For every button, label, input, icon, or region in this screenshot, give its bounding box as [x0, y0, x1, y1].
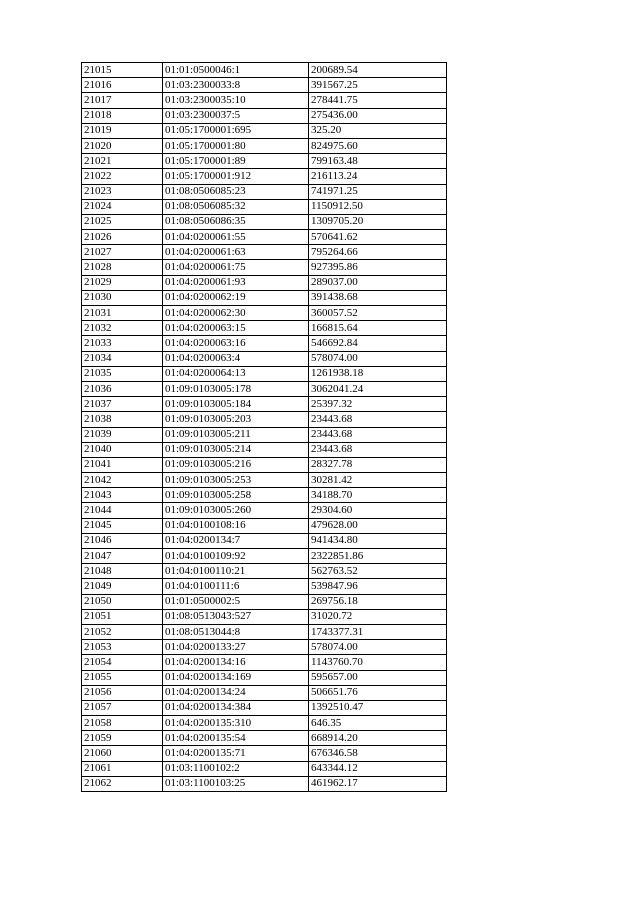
- row-number-cell: 21020: [82, 138, 163, 153]
- cadastral-number-cell: 01:04:0200134:16: [163, 655, 309, 670]
- row-number-cell: 21045: [82, 518, 163, 533]
- table-row: [82, 290, 447, 305]
- table-row: [82, 184, 447, 199]
- table-row: [82, 275, 447, 290]
- table-row: [82, 685, 447, 700]
- value-cell: 1261938.18: [309, 366, 447, 381]
- value-cell: 216113.24: [309, 169, 447, 184]
- value-cell: 668914.20: [309, 731, 447, 746]
- cadastral-number-cell: 01:04:0200061:55: [163, 230, 309, 245]
- cadastral-number-cell: 01:05:1700001:89: [163, 154, 309, 169]
- table-row: [82, 169, 447, 184]
- row-number-cell: 21059: [82, 731, 163, 746]
- cadastral-number-cell: 01:04:0200134:169: [163, 670, 309, 685]
- cadastral-number-cell: 01:09:0103005:253: [163, 473, 309, 488]
- cadastral-number-cell: 01:03:2300033:8: [163, 78, 309, 93]
- table-row: [82, 427, 447, 442]
- row-number-cell: 21038: [82, 412, 163, 427]
- value-cell: 31020.72: [309, 609, 447, 624]
- data-table: [81, 62, 447, 792]
- cadastral-number-cell: 01:04:0200062:19: [163, 290, 309, 305]
- value-cell: 23443.68: [309, 412, 447, 427]
- table-row: [82, 351, 447, 366]
- table-row: [82, 63, 447, 78]
- table-row: [82, 503, 447, 518]
- table-row: [82, 260, 447, 275]
- row-number-cell: 21035: [82, 366, 163, 381]
- value-cell: 795264.66: [309, 245, 447, 260]
- table-row: [82, 594, 447, 609]
- value-cell: 595657.00: [309, 670, 447, 685]
- table-row: [82, 761, 447, 776]
- row-number-cell: 21028: [82, 260, 163, 275]
- value-cell: 23443.68: [309, 427, 447, 442]
- cadastral-number-cell: 01:03:2300035:10: [163, 93, 309, 108]
- table-row: [82, 549, 447, 564]
- value-cell: 506651.76: [309, 685, 447, 700]
- cadastral-number-cell: 01:03:1100103:25: [163, 776, 309, 791]
- cadastral-number-cell: 01:04:0200134:384: [163, 700, 309, 715]
- value-cell: 275436.00: [309, 108, 447, 123]
- value-cell: 741971.25: [309, 184, 447, 199]
- row-number-cell: 21057: [82, 700, 163, 715]
- row-number-cell: 21053: [82, 640, 163, 655]
- value-cell: 1309705.20: [309, 214, 447, 229]
- value-cell: 25397.32: [309, 397, 447, 412]
- cadastral-number-cell: 01:04:0200063:16: [163, 336, 309, 351]
- cadastral-number-cell: 01:04:0200061:63: [163, 245, 309, 260]
- row-number-cell: 21022: [82, 169, 163, 184]
- value-cell: 391567.25: [309, 78, 447, 93]
- row-number-cell: 21018: [82, 108, 163, 123]
- value-cell: 325.20: [309, 123, 447, 138]
- table-row: [82, 670, 447, 685]
- value-cell: 391438.68: [309, 290, 447, 305]
- row-number-cell: 21026: [82, 230, 163, 245]
- cadastral-number-cell: 01:04:0200063:4: [163, 351, 309, 366]
- row-number-cell: 21015: [82, 63, 163, 78]
- row-number-cell: 21058: [82, 716, 163, 731]
- value-cell: 28327.78: [309, 457, 447, 472]
- cadastral-number-cell: 01:04:0200133:27: [163, 640, 309, 655]
- value-cell: 799163.48: [309, 154, 447, 169]
- cadastral-number-cell: 01:08:0506086:35: [163, 214, 309, 229]
- cadastral-number-cell: 01:08:0506085:23: [163, 184, 309, 199]
- cadastral-number-cell: 01:04:0100110:21: [163, 564, 309, 579]
- value-cell: 360057.52: [309, 306, 447, 321]
- cadastral-number-cell: 01:08:0506085:32: [163, 199, 309, 214]
- value-cell: 1392510.47: [309, 700, 447, 715]
- value-cell: 643344.12: [309, 761, 447, 776]
- table-row: [82, 640, 447, 655]
- row-number-cell: 21062: [82, 776, 163, 791]
- value-cell: 23443.68: [309, 442, 447, 457]
- row-number-cell: 21030: [82, 290, 163, 305]
- value-cell: 1743377.31: [309, 624, 447, 639]
- value-cell: 269756.18: [309, 594, 447, 609]
- value-cell: 479628.00: [309, 518, 447, 533]
- cadastral-number-cell: 01:04:0100111:6: [163, 579, 309, 594]
- row-number-cell: 21043: [82, 488, 163, 503]
- table-row: [82, 473, 447, 488]
- row-number-cell: 21050: [82, 594, 163, 609]
- table-row: [82, 78, 447, 93]
- table-row: [82, 306, 447, 321]
- value-cell: 646.35: [309, 716, 447, 731]
- table-row: [82, 154, 447, 169]
- cadastral-number-cell: 01:09:0103005:260: [163, 503, 309, 518]
- row-number-cell: 21025: [82, 214, 163, 229]
- table-row: [82, 624, 447, 639]
- value-cell: 1143760.70: [309, 655, 447, 670]
- table-row: [82, 123, 447, 138]
- cadastral-number-cell: 01:01:0500002:5: [163, 594, 309, 609]
- table-row: [82, 442, 447, 457]
- row-number-cell: 21031: [82, 306, 163, 321]
- cadastral-number-cell: 01:05:1700001:80: [163, 138, 309, 153]
- value-cell: 278441.75: [309, 93, 447, 108]
- row-number-cell: 21034: [82, 351, 163, 366]
- cadastral-number-cell: 01:08:0513044:8: [163, 624, 309, 639]
- row-number-cell: 21023: [82, 184, 163, 199]
- table-row: [82, 746, 447, 761]
- cadastral-number-cell: 01:05:1700001:912: [163, 169, 309, 184]
- cadastral-number-cell: 01:01:0500046:1: [163, 63, 309, 78]
- table-row: [82, 199, 447, 214]
- row-number-cell: 21060: [82, 746, 163, 761]
- value-cell: 34188.70: [309, 488, 447, 503]
- table-row: [82, 214, 447, 229]
- row-number-cell: 21044: [82, 503, 163, 518]
- row-number-cell: 21052: [82, 624, 163, 639]
- table-row: [82, 412, 447, 427]
- cadastral-number-cell: 01:09:0103005:216: [163, 457, 309, 472]
- table-row: [82, 93, 447, 108]
- row-number-cell: 21051: [82, 609, 163, 624]
- table-row: [82, 108, 447, 123]
- row-number-cell: 21037: [82, 397, 163, 412]
- row-number-cell: 21017: [82, 93, 163, 108]
- value-cell: 289037.00: [309, 275, 447, 290]
- row-number-cell: 21019: [82, 123, 163, 138]
- row-number-cell: 21033: [82, 336, 163, 351]
- row-number-cell: 21039: [82, 427, 163, 442]
- cadastral-number-cell: 01:04:0200135:310: [163, 716, 309, 731]
- value-cell: 3062041.24: [309, 381, 447, 396]
- cadastral-number-cell: 01:04:0200064:13: [163, 366, 309, 381]
- cadastral-number-cell: 01:04:0200135:71: [163, 746, 309, 761]
- table-row: [82, 776, 447, 791]
- row-number-cell: 21032: [82, 321, 163, 336]
- table-row: [82, 564, 447, 579]
- row-number-cell: 21040: [82, 442, 163, 457]
- table-row: [82, 533, 447, 548]
- cadastral-number-cell: 01:03:2300037:5: [163, 108, 309, 123]
- row-number-cell: 21016: [82, 78, 163, 93]
- table-row: [82, 366, 447, 381]
- cadastral-number-cell: 01:04:0200134:24: [163, 685, 309, 700]
- value-cell: 676346.58: [309, 746, 447, 761]
- table-row: [82, 518, 447, 533]
- value-cell: 166815.64: [309, 321, 447, 336]
- row-number-cell: 21029: [82, 275, 163, 290]
- table-row: [82, 397, 447, 412]
- cadastral-number-cell: 01:04:0200062:30: [163, 306, 309, 321]
- value-cell: 570641.62: [309, 230, 447, 245]
- row-number-cell: 21054: [82, 655, 163, 670]
- cadastral-number-cell: 01:08:0513043:527: [163, 609, 309, 624]
- table-row: [82, 336, 447, 351]
- cadastral-number-cell: 01:04:0200061:93: [163, 275, 309, 290]
- value-cell: 562763.52: [309, 564, 447, 579]
- row-number-cell: 21048: [82, 564, 163, 579]
- table-row: [82, 731, 447, 746]
- row-number-cell: 21046: [82, 533, 163, 548]
- row-number-cell: 21047: [82, 549, 163, 564]
- row-number-cell: 21061: [82, 761, 163, 776]
- table-row: [82, 716, 447, 731]
- cadastral-number-cell: 01:04:0200063:15: [163, 321, 309, 336]
- cadastral-number-cell: 01:03:1100102:2: [163, 761, 309, 776]
- table-row: [82, 579, 447, 594]
- row-number-cell: 21041: [82, 457, 163, 472]
- value-cell: 824975.60: [309, 138, 447, 153]
- cadastral-number-cell: 01:09:0103005:203: [163, 412, 309, 427]
- cadastral-number-cell: 01:04:0100108:16: [163, 518, 309, 533]
- cadastral-number-cell: 01:04:0200134:7: [163, 533, 309, 548]
- value-cell: 2322851.86: [309, 549, 447, 564]
- row-number-cell: 21024: [82, 199, 163, 214]
- cadastral-number-cell: 01:09:0103005:178: [163, 381, 309, 396]
- value-cell: 29304.60: [309, 503, 447, 518]
- cadastral-number-cell: 01:09:0103005:211: [163, 427, 309, 442]
- row-number-cell: 21049: [82, 579, 163, 594]
- cadastral-number-cell: 01:09:0103005:184: [163, 397, 309, 412]
- value-cell: 539847.96: [309, 579, 447, 594]
- cadastral-number-cell: 01:09:0103005:214: [163, 442, 309, 457]
- cadastral-number-cell: 01:04:0200061:75: [163, 260, 309, 275]
- value-cell: 461962.17: [309, 776, 447, 791]
- row-number-cell: 21056: [82, 685, 163, 700]
- row-number-cell: 21055: [82, 670, 163, 685]
- table-row: [82, 381, 447, 396]
- row-number-cell: 21042: [82, 473, 163, 488]
- value-cell: 30281.42: [309, 473, 447, 488]
- table-row: [82, 609, 447, 624]
- row-number-cell: 21021: [82, 154, 163, 169]
- value-cell: 941434.80: [309, 533, 447, 548]
- table-row: [82, 700, 447, 715]
- row-number-cell: 21036: [82, 381, 163, 396]
- table-row: [82, 457, 447, 472]
- value-cell: 578074.00: [309, 351, 447, 366]
- table-row: [82, 230, 447, 245]
- table-row: [82, 488, 447, 503]
- cadastral-number-cell: 01:04:0200135:54: [163, 731, 309, 746]
- table-row: [82, 321, 447, 336]
- cadastral-number-cell: 01:05:1700001:695: [163, 123, 309, 138]
- value-cell: 927395.86: [309, 260, 447, 275]
- table-body: [82, 63, 447, 792]
- table-row: [82, 655, 447, 670]
- row-number-cell: 21027: [82, 245, 163, 260]
- value-cell: 1150912.50: [309, 199, 447, 214]
- value-cell: 578074.00: [309, 640, 447, 655]
- cadastral-number-cell: 01:09:0103005:258: [163, 488, 309, 503]
- table-row: [82, 138, 447, 153]
- value-cell: 546692.84: [309, 336, 447, 351]
- table-row: [82, 245, 447, 260]
- value-cell: 200689.54: [309, 63, 447, 78]
- cadastral-number-cell: 01:04:0100109:92: [163, 549, 309, 564]
